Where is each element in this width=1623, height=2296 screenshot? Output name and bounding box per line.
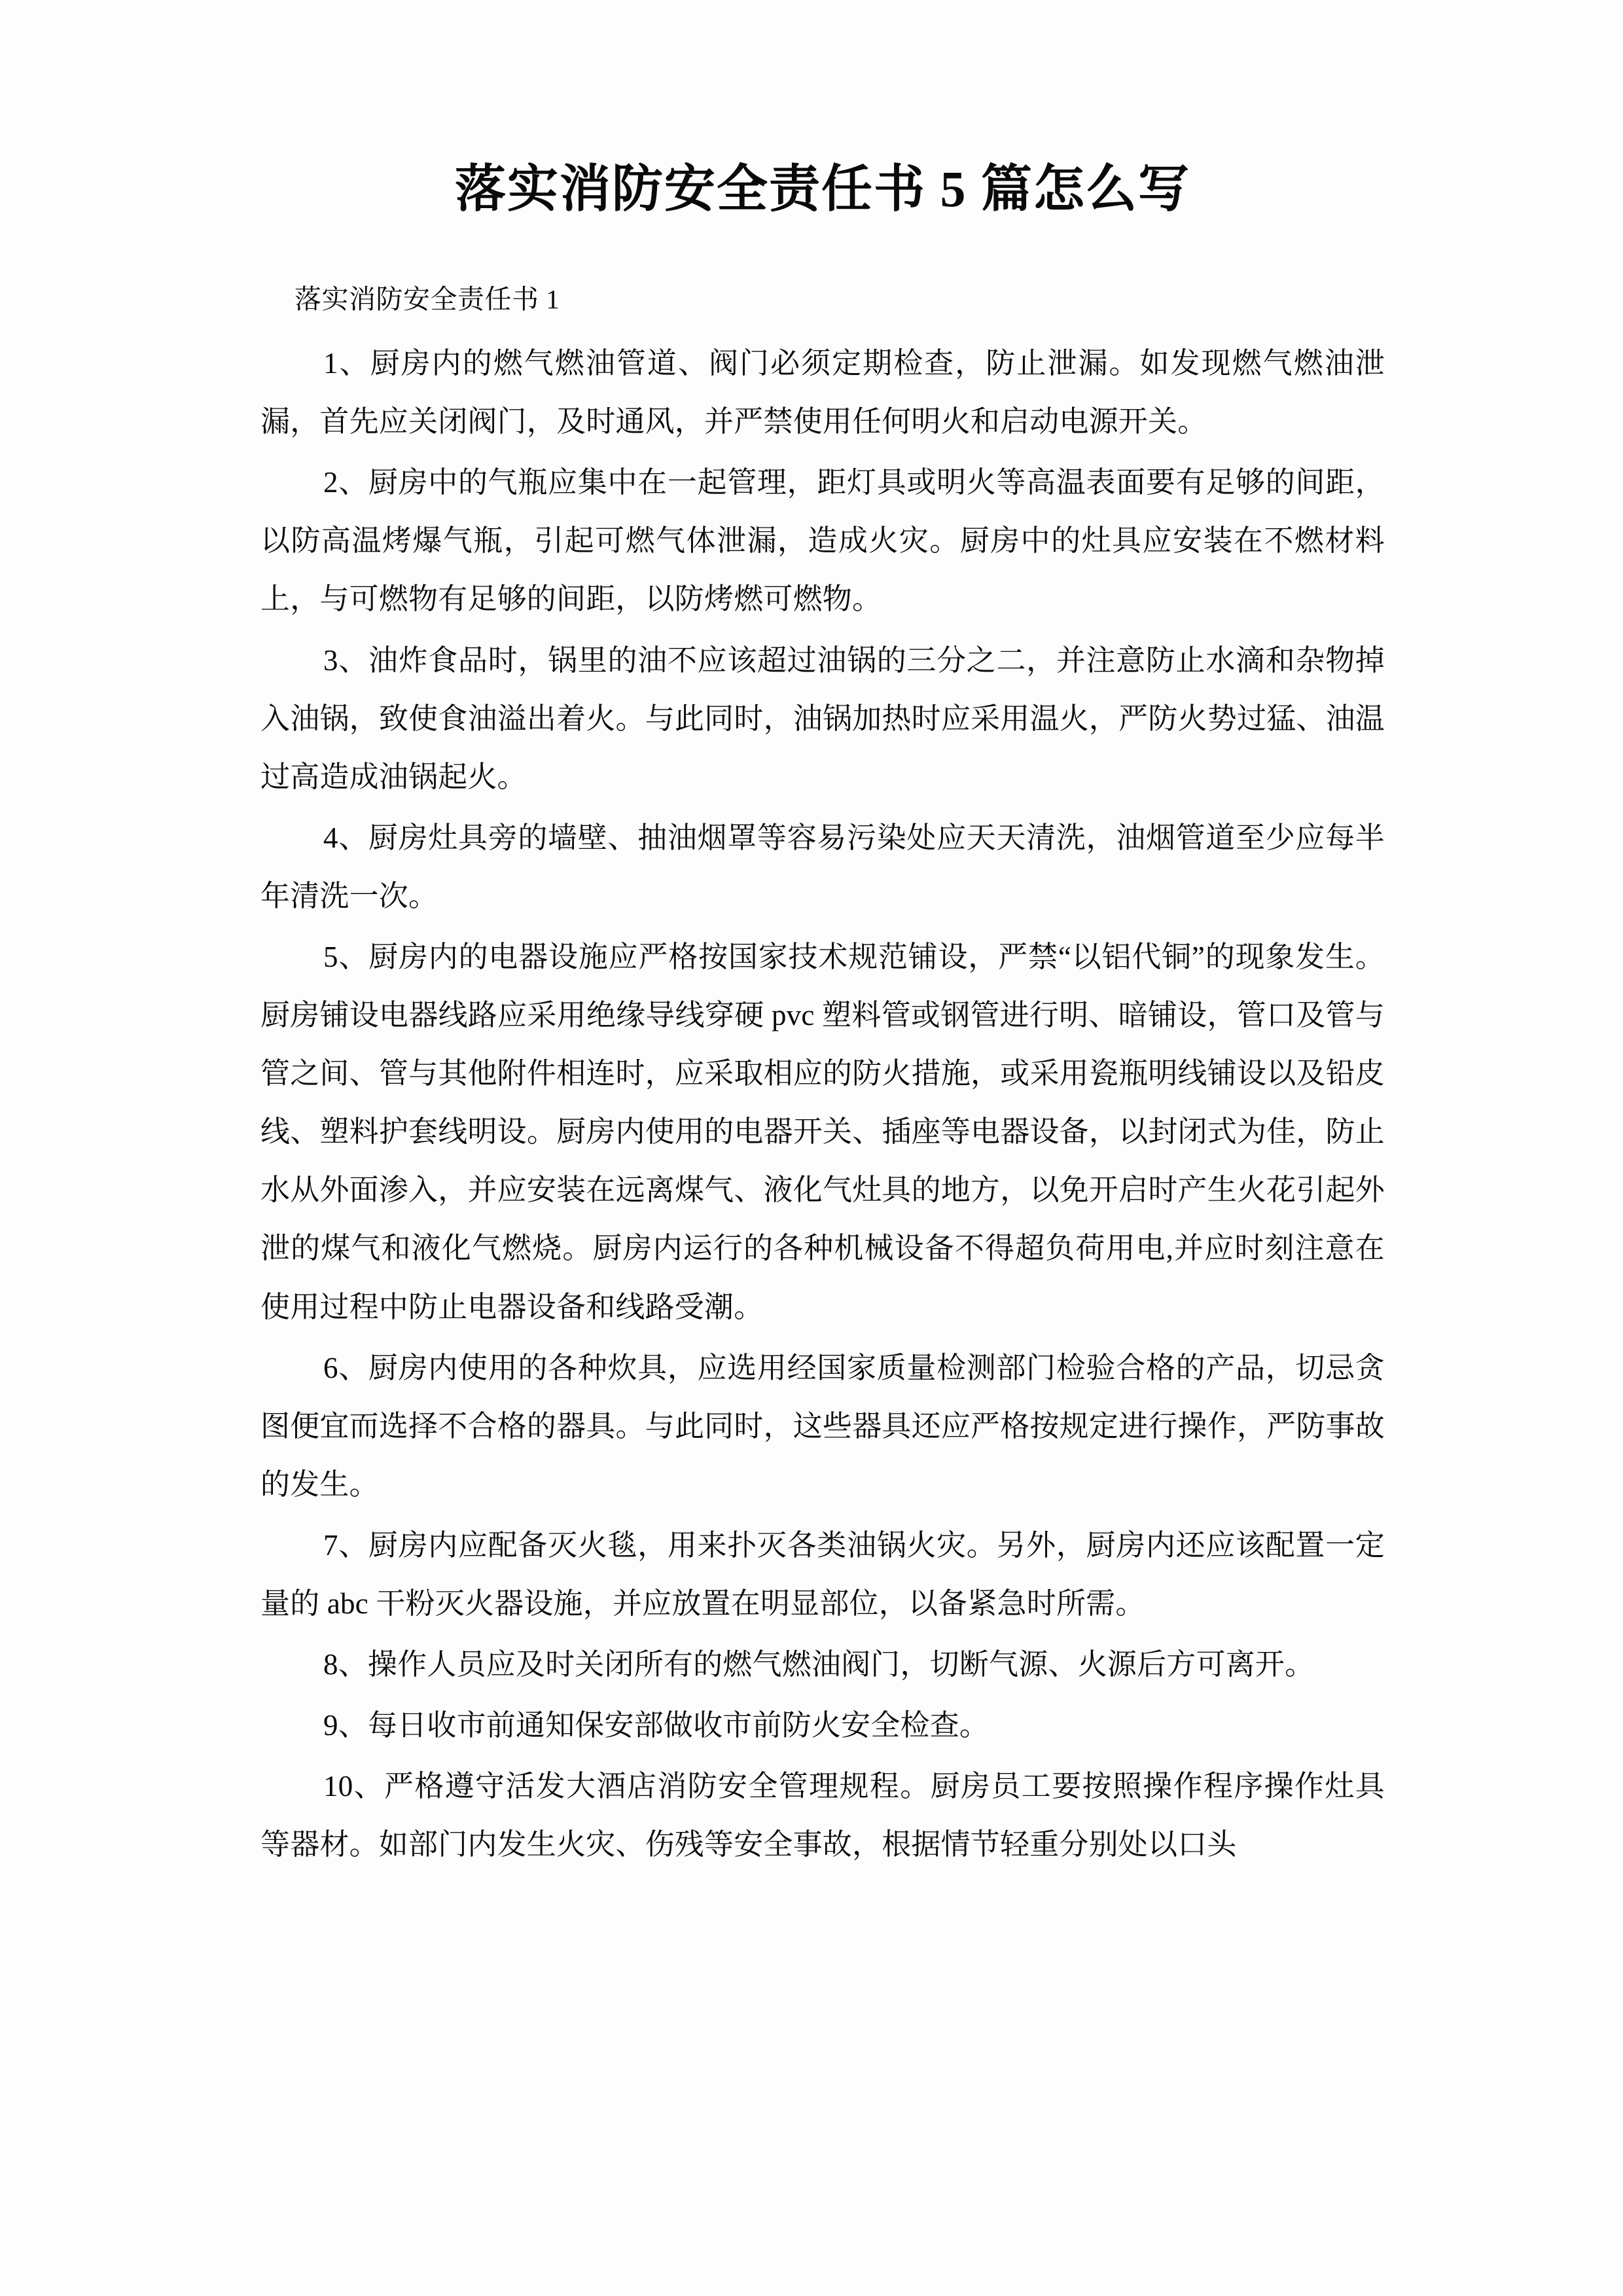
section-heading: 落实消防安全责任书 1 — [294, 283, 560, 314]
document-body — [260, 157, 1385, 1874]
body-paragraph: 3、油炸食品时，锅里的油不应该超过油锅的三分之二，并注意防止水滴和杂物掉入油锅，致使食油溢出着火。与此同时，油锅加热时应采用温火，严防火势过猛、油温过高造成油锅起火。 — [260, 643, 1385, 793]
body-paragraph: 7、厨房内应配备灭火毯，用来扑灭各类油锅火灾。另外，厨房内还应该配置一定量的 abc 干粉灭火器设施，并应放置在明显部位，以备紧急时所需。 — [260, 1528, 1385, 1621]
body-paragraph: 4、厨房灶具旁的墙壁、抽油烟罩等容易污染处应天天清洗，油烟管道至少应每半年清洗一次。 — [260, 821, 1385, 912]
body-paragraph: 9、每日收市前通知保安部做收市前防火安全检查。 — [323, 1709, 990, 1742]
body-paragraph: 10、严格遵守活发大酒店消防安全管理规程。厨房员工要按照操作程序操作灶具等器材。如部门内发生火灾、伤残等安全事故，根据情节轻重分别处以口头 — [260, 1770, 1385, 1861]
body-paragraph: 8、操作人员应及时关闭所有的燃气燃油阀门，切断气源、火源后方可离开。 — [323, 1648, 1315, 1681]
body-paragraph: 6、厨房内使用的各种炊具，应选用经国家质量检测部门检验合格的产品，切忌贪图便宜而选择不合格的器具。与此同时，这些器具还应严格按规定进行操作，严防事故的发生。 — [260, 1351, 1385, 1501]
body-paragraph: 5、厨房内的电器设施应严格按国家技术规范铺设，严禁“以铝代铜”的现象发生。厨房铺设电器线路应采用绝缘导线穿硬 pvc 塑料管或钢管进行明、暗铺设，管口及管与管之间、管与其他附件相连时，应采取相应的防火措施，或采用瓷瓶明线铺设以及铅皮线、塑料护套线明设。厨房内使用的电器开关、插座等电器设备，以封闭式为佳，防止水从外面渗入，并应安装在远离煤气、液化气灶具的地方，以免开启时产生火花引起外泄的煤气和液化气燃烧。厨房内运行的各种机械设备不得超负荷用电,并应时刻注意在使用过程中防止电器设备和线路受潮。 — [260, 940, 1385, 1323]
page-title: 落实消防安全责任书 5 篇怎么写 — [454, 160, 1190, 217]
body-paragraph: 1、厨房内的燃气燃油管道、阀门必须定期检查，防止泄漏。如发现燃气燃油泄漏，首先应关闭阀门，及时通风，并严禁使用任何明火和启动电源开关。 — [260, 347, 1385, 439]
body-paragraph: 2、厨房中的气瓶应集中在一起管理，距灯具或明火等高温表面要有足够的间距，以防高温烤爆气瓶，引起可燃气体泄漏，造成火灾。厨房中的灶具应安装在不燃材料上，与可燃物有足够的间距，以防烤燃可燃物。 — [260, 466, 1385, 616]
